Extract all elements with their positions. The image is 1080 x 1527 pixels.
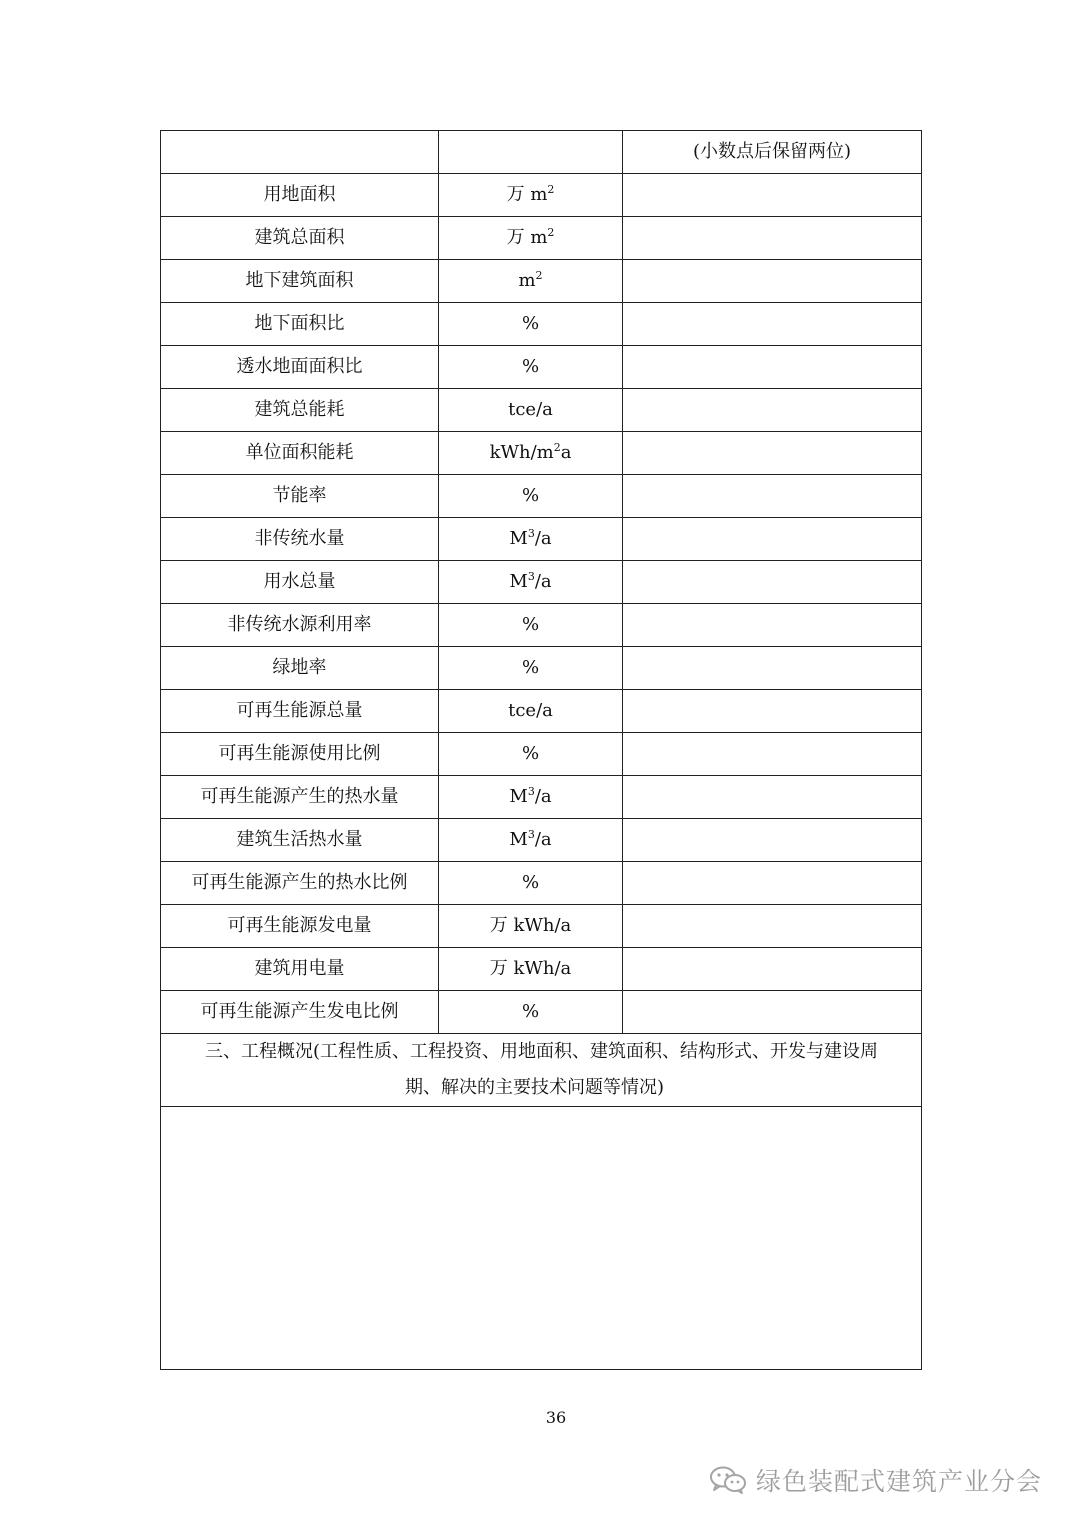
indicator-value-cell[interactable]	[623, 518, 922, 561]
table-row	[161, 862, 922, 905]
indicator-value-cell[interactable]	[623, 991, 922, 1034]
unit-base: %	[521, 614, 540, 636]
unit-tail: /a	[534, 528, 552, 550]
unit-base: %	[521, 872, 540, 894]
indicator-value-cell[interactable]	[623, 690, 922, 733]
header-cell-empty	[161, 131, 439, 174]
table-row	[161, 905, 922, 948]
unit-base: 万 m	[506, 227, 548, 249]
section-header-line2: 期、解决的主要技术问题等情况)	[405, 1077, 665, 1098]
unit-base: %	[521, 1001, 540, 1023]
table-row	[161, 604, 922, 647]
section-header-line1: 三、工程概况(工程性质、工程投资、用地面积、建筑面积、结构形式、开发与建设周	[205, 1041, 879, 1062]
indicator-unit	[439, 776, 623, 819]
indicator-value-cell[interactable]	[623, 217, 922, 260]
indicator-label: 可再生能源产生的热水量	[161, 776, 439, 819]
indicator-label: 可再生能源使用比例	[161, 733, 439, 776]
indicator-label: 节能率	[161, 475, 439, 518]
unit-base: kWh/m	[489, 442, 554, 464]
indicator-unit	[439, 260, 623, 303]
table-row	[161, 346, 922, 389]
unit-base: M	[509, 528, 528, 550]
unit-base: 万 kWh/a	[489, 958, 572, 980]
indicator-value-cell[interactable]	[623, 303, 922, 346]
indicator-label: 可再生能源产生发电比例	[161, 991, 439, 1034]
indicator-unit	[439, 604, 623, 647]
table-row	[161, 561, 922, 604]
page-number: 36	[545, 1408, 567, 1427]
wechat-icon	[708, 1465, 748, 1495]
blank-area-row	[161, 1107, 922, 1370]
indicator-value-cell[interactable]	[623, 475, 922, 518]
unit-tail: a	[560, 442, 572, 464]
table-row	[161, 260, 922, 303]
table-row	[161, 303, 922, 346]
indicator-unit	[439, 518, 623, 561]
indicator-unit	[439, 303, 623, 346]
table-row	[161, 174, 922, 217]
indicator-unit	[439, 819, 623, 862]
unit-superscript: 2	[547, 183, 555, 197]
indicator-unit	[439, 647, 623, 690]
indicator-value-cell[interactable]	[623, 260, 922, 303]
indicator-value-cell[interactable]	[623, 905, 922, 948]
indicator-label: 建筑用电量	[161, 948, 439, 991]
indicator-value-cell[interactable]	[623, 862, 922, 905]
table-row	[161, 647, 922, 690]
table-row	[161, 475, 922, 518]
indicator-value-cell[interactable]	[623, 733, 922, 776]
unit-superscript: 3	[527, 527, 535, 541]
decimal-note: (小数点后保留两位)	[623, 131, 922, 174]
section-header-row	[161, 1034, 922, 1107]
header-cell-empty	[439, 131, 623, 174]
table-row	[161, 389, 922, 432]
indicator-value-cell[interactable]	[623, 389, 922, 432]
indicator-unit	[439, 475, 623, 518]
unit-base: %	[521, 743, 540, 765]
indicator-label: 绿地率	[161, 647, 439, 690]
indicator-unit	[439, 862, 623, 905]
indicator-unit	[439, 389, 623, 432]
indicator-unit	[439, 432, 623, 475]
unit-base: %	[521, 356, 540, 378]
unit-base: M	[509, 571, 528, 593]
table-header-row	[161, 131, 922, 174]
indicator-value-cell[interactable]	[623, 432, 922, 475]
indicator-value-cell[interactable]	[623, 819, 922, 862]
indicator-unit	[439, 733, 623, 776]
unit-superscript: 3	[527, 785, 535, 799]
indicator-unit	[439, 174, 623, 217]
unit-superscript: 2	[547, 226, 555, 240]
indicator-label: 用水总量	[161, 561, 439, 604]
unit-base: %	[521, 657, 540, 679]
indicator-value-cell[interactable]	[623, 561, 922, 604]
table-row	[161, 518, 922, 561]
indicator-value-cell[interactable]	[623, 647, 922, 690]
indicator-value-cell[interactable]	[623, 174, 922, 217]
indicator-label: 用地面积	[161, 174, 439, 217]
indicator-label: 非传统水量	[161, 518, 439, 561]
indicator-label: 建筑总能耗	[161, 389, 439, 432]
unit-superscript: 3	[527, 570, 535, 584]
unit-base: 万 m	[506, 184, 548, 206]
table-row	[161, 432, 922, 475]
table-row	[161, 776, 922, 819]
unit-base: M	[509, 829, 528, 851]
unit-base: %	[521, 485, 540, 507]
unit-base: tce/a	[508, 700, 553, 722]
unit-tail: /a	[534, 571, 552, 593]
unit-superscript: 2	[535, 269, 543, 283]
indicator-label: 可再生能源发电量	[161, 905, 439, 948]
table-row	[161, 948, 922, 991]
unit-superscript: 2	[553, 441, 561, 455]
indicator-label: 地下建筑面积	[161, 260, 439, 303]
unit-base: m	[518, 270, 536, 292]
indicator-label: 透水地面面积比	[161, 346, 439, 389]
indicator-unit	[439, 991, 623, 1034]
indicator-table	[160, 130, 922, 1370]
indicator-unit	[439, 561, 623, 604]
project-overview-blank-area	[161, 1107, 922, 1370]
indicator-label: 建筑总面积	[161, 217, 439, 260]
indicator-label: 可再生能源总量	[161, 690, 439, 733]
watermark	[708, 1462, 1042, 1498]
table-row	[161, 991, 922, 1034]
unit-tail: /a	[534, 786, 552, 808]
unit-base: %	[521, 313, 540, 335]
indicator-unit	[439, 346, 623, 389]
indicator-label: 可再生能源产生的热水比例	[161, 862, 439, 905]
indicator-label: 非传统水源利用率	[161, 604, 439, 647]
unit-base: tce/a	[508, 399, 553, 421]
unit-tail: /a	[534, 829, 552, 851]
table-row	[161, 819, 922, 862]
indicator-unit	[439, 905, 623, 948]
unit-superscript: 3	[527, 828, 535, 842]
indicator-value-cell[interactable]	[623, 346, 922, 389]
table-row	[161, 690, 922, 733]
table-row	[161, 217, 922, 260]
indicator-label: 建筑生活热水量	[161, 819, 439, 862]
indicator-label: 单位面积能耗	[161, 432, 439, 475]
indicator-unit	[439, 217, 623, 260]
unit-base: M	[509, 786, 528, 808]
indicator-value-cell[interactable]	[623, 776, 922, 819]
indicator-unit	[439, 948, 623, 991]
indicator-label: 地下面积比	[161, 303, 439, 346]
unit-base: 万 kWh/a	[489, 915, 572, 937]
indicator-unit	[439, 690, 623, 733]
section-three-header	[161, 1034, 922, 1107]
watermark-text: 绿色装配式建筑产业分会	[756, 1467, 1043, 1496]
table-row	[161, 733, 922, 776]
indicator-value-cell[interactable]	[623, 604, 922, 647]
indicator-value-cell[interactable]	[623, 948, 922, 991]
